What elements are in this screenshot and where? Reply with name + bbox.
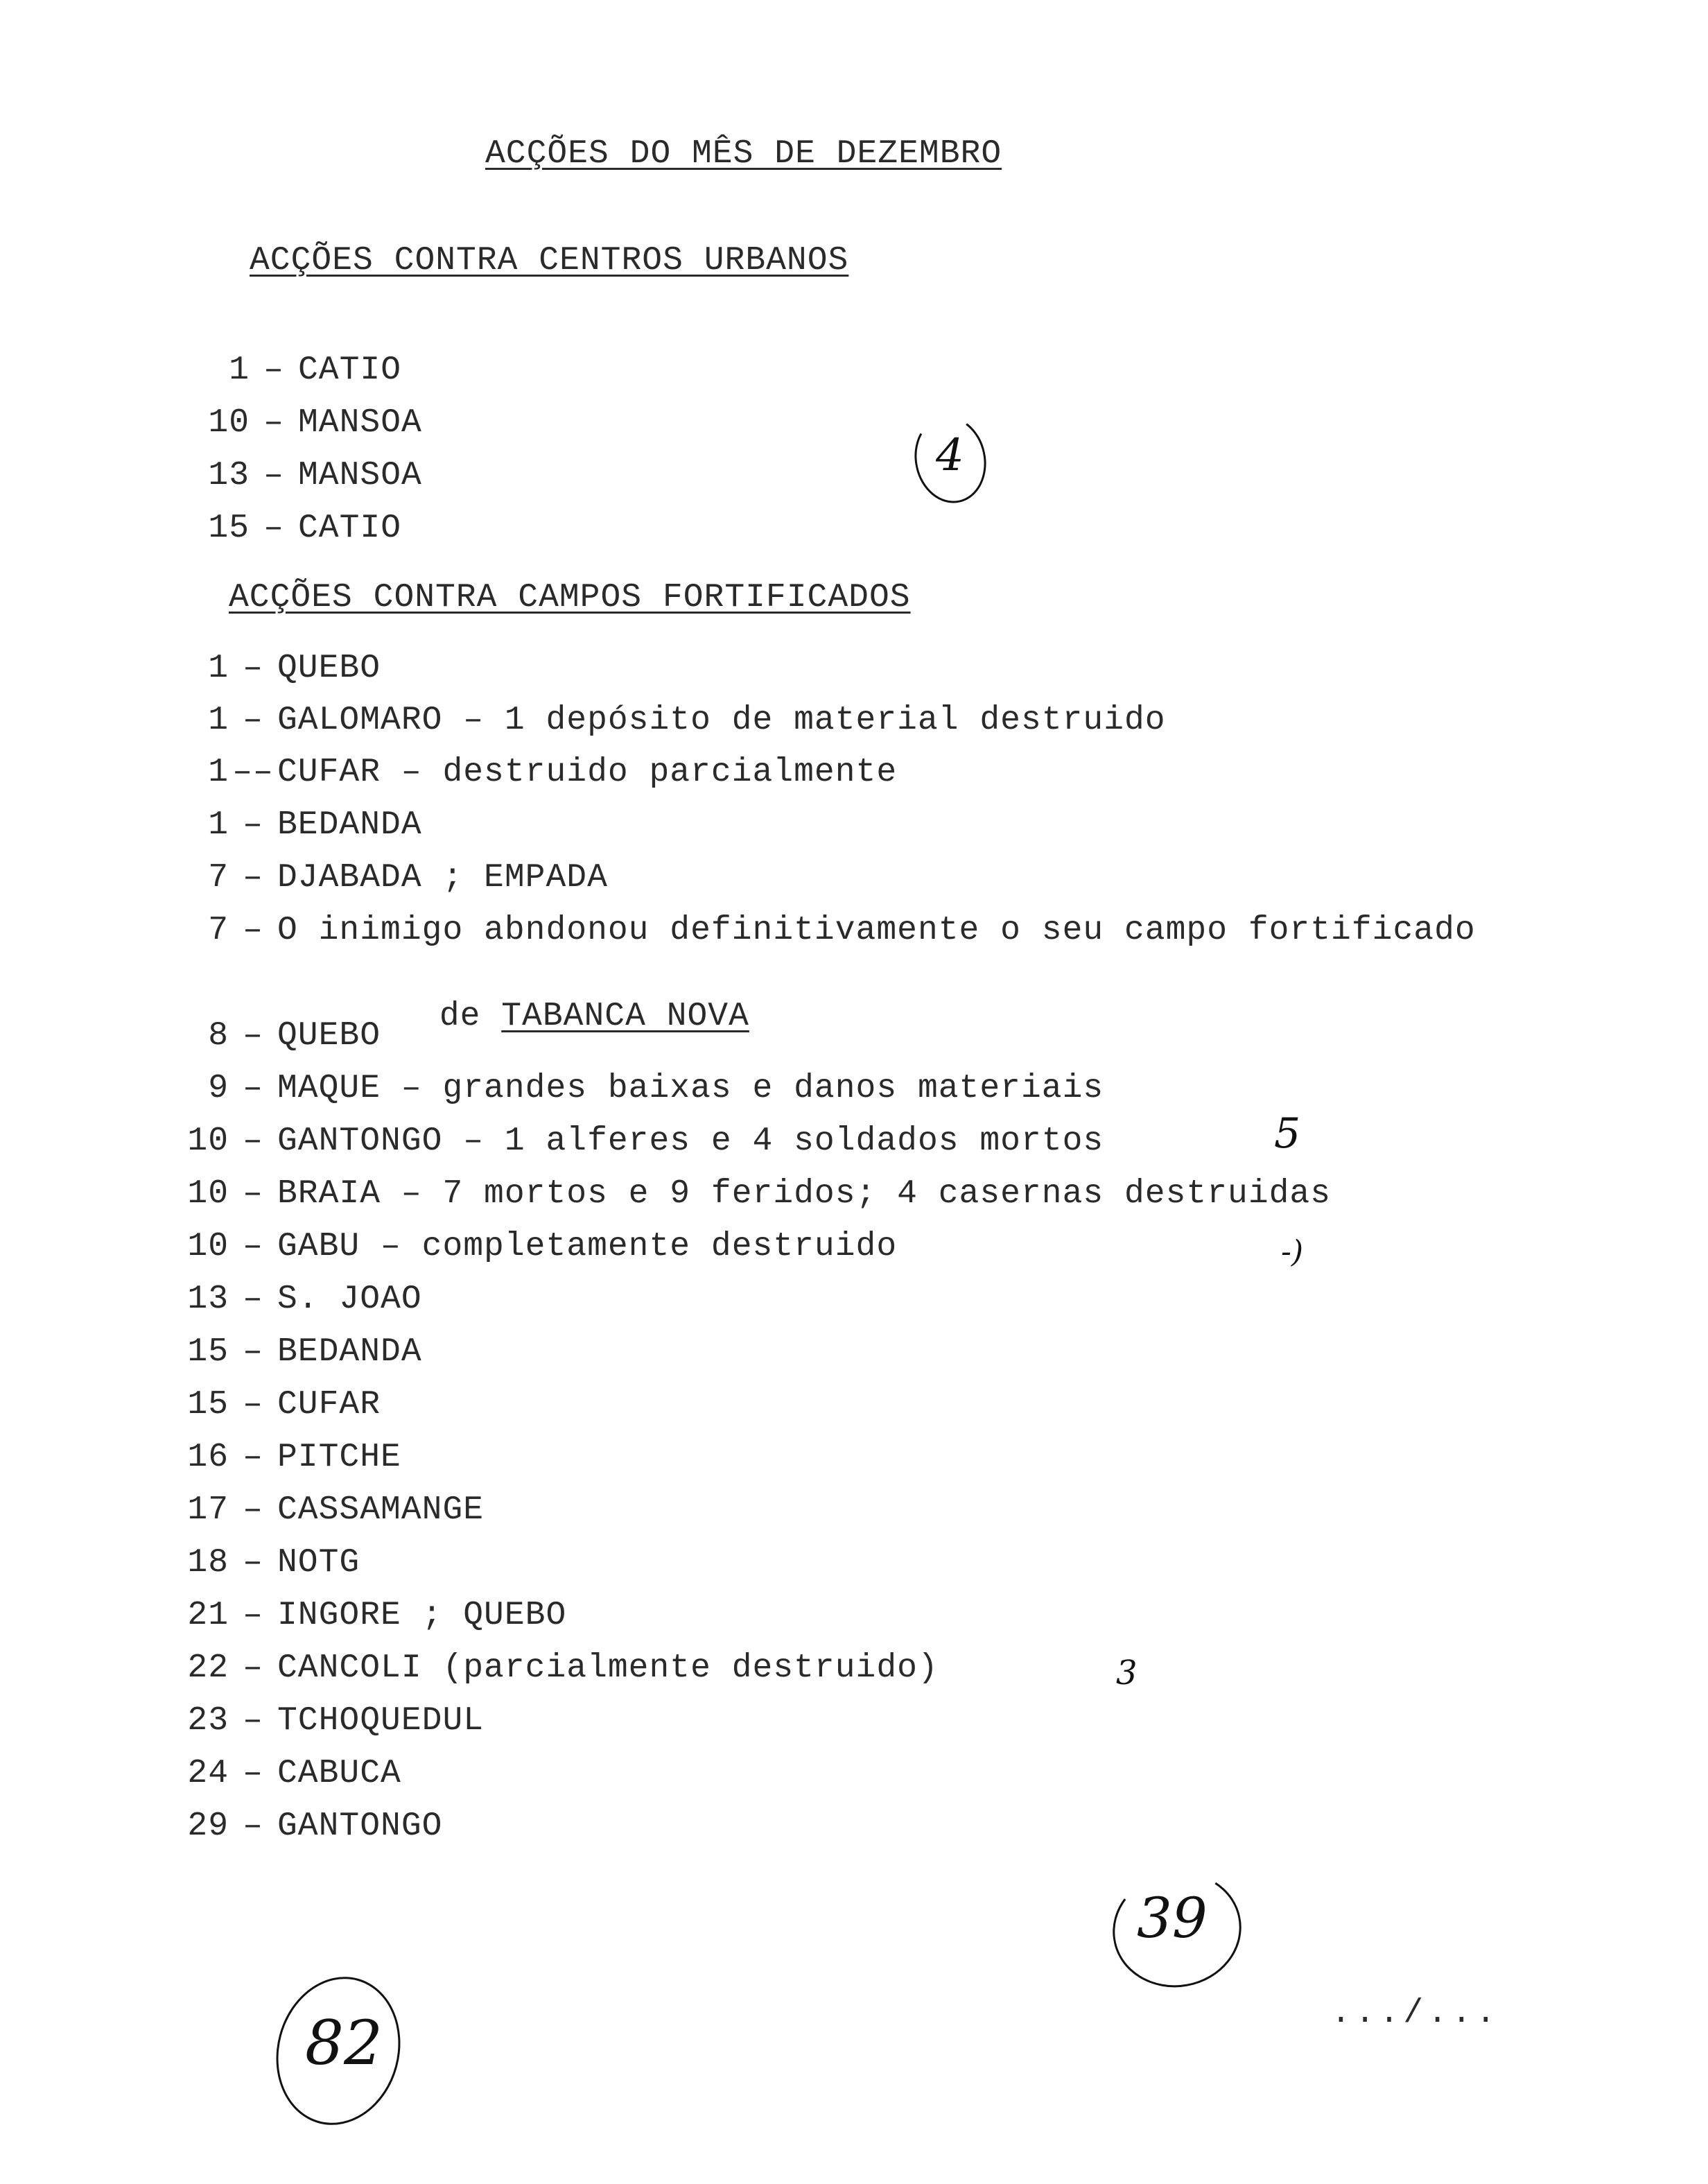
list-item <box>159 459 422 501</box>
item-dash: – <box>243 1017 263 1055</box>
item-dash: – <box>243 1281 263 1318</box>
item-day: 1 <box>208 806 229 844</box>
item-day: 1 <box>208 754 229 791</box>
list-item <box>139 1810 442 1851</box>
list-item <box>139 1177 1331 1219</box>
item-day: 8 <box>208 1017 229 1055</box>
list-item <box>139 1230 897 1272</box>
item-text: BRAIA – 7 mortos e 9 feridos; 4 casernas destruidas <box>277 1175 1332 1213</box>
item-text: GANTONGO – 1 alferes e 4 soldados mortos <box>277 1123 1104 1160</box>
continuation-marker: .../... <box>1331 1995 1500 2032</box>
item-text: O inimigo abndonou definitivamente o seu campo fortificado <box>277 912 1476 949</box>
item-text: CASSAMANGE <box>277 1491 485 1529</box>
item-day: 22 <box>187 1649 229 1687</box>
item-text: QUEBO <box>277 1017 381 1055</box>
item-text: MAQUE – grandes baixas e danos materiais <box>277 1070 1104 1107</box>
item-day: 18 <box>187 1544 229 1581</box>
item-day: 7 <box>208 912 229 949</box>
item-day: 1 <box>229 352 250 389</box>
list-item <box>159 354 401 395</box>
list-item <box>139 1019 381 1061</box>
list-item <box>139 914 1476 955</box>
margin-annotation-5: 5 <box>1274 1109 1301 1158</box>
item-dash: – <box>243 912 263 949</box>
item-day: 21 <box>187 1597 229 1634</box>
item-dash: – <box>243 1070 263 1107</box>
item-dash: – <box>243 1228 263 1265</box>
list-item <box>159 512 401 553</box>
list-item <box>139 1757 401 1799</box>
item-day: 13 <box>208 457 250 494</box>
item-day: 15 <box>208 510 250 547</box>
item-dash: – <box>243 1386 263 1423</box>
item-day: 15 <box>187 1333 229 1371</box>
annotation-39: 39 <box>1137 1886 1208 1950</box>
item-text: CATIO <box>298 352 402 389</box>
item-day: 10 <box>187 1123 229 1160</box>
list-item <box>139 756 897 797</box>
item-dash: – <box>243 1649 263 1687</box>
item-day: 10 <box>187 1228 229 1265</box>
item-text: BEDANDA <box>277 806 422 844</box>
continuation-prefix: de <box>439 998 502 1035</box>
list-item <box>139 1599 566 1640</box>
annotation-82: 82 <box>305 2007 383 2079</box>
item-text: CATIO <box>298 510 402 547</box>
margin-annotation-3: 3 <box>1116 1654 1138 1692</box>
page-title: ACÇÕES DO MÊS DE DEZEMBRO <box>485 135 1002 173</box>
item-day: 29 <box>187 1808 229 1845</box>
item-day: 17 <box>187 1491 229 1529</box>
item-dash: – <box>263 404 284 442</box>
item-dash: – <box>243 1544 263 1581</box>
item-dash: – <box>243 702 263 739</box>
margin-annotation-mark: -) <box>1281 1234 1304 1269</box>
item-text: CUFAR <box>277 1386 381 1423</box>
item-text: DJABADA ; EMPADA <box>277 859 608 896</box>
item-day: 10 <box>208 404 250 442</box>
item-day: 15 <box>187 1386 229 1423</box>
item-text: GANTONGO <box>277 1808 443 1845</box>
item-text: S. JOAO <box>277 1281 422 1318</box>
item-dash: – <box>243 1439 263 1476</box>
list-item <box>159 406 422 448</box>
item-text: CANCOLI (parcialmente destruido) <box>277 1649 939 1687</box>
item-text: PITCHE <box>277 1439 401 1476</box>
list-item <box>139 1283 422 1324</box>
item-dash: – <box>263 352 284 389</box>
list-item <box>139 1335 422 1377</box>
list-item <box>139 808 422 850</box>
item-day: 1 <box>208 702 229 739</box>
item-dash: – <box>263 457 284 494</box>
item-dash: – <box>243 859 263 896</box>
item-text: MANSOA <box>298 404 422 442</box>
item-dash: – <box>243 1808 263 1845</box>
item-text: CABUCA <box>277 1755 401 1792</box>
item-text: GALOMARO – 1 depósito de material destruido <box>277 702 1166 739</box>
item-dash: – <box>243 806 263 844</box>
item-text: INGORE ; QUEBO <box>277 1597 567 1634</box>
annotation-4: 4 <box>936 430 964 481</box>
section-heading-fortified: ACÇÕES CONTRA CAMPOS FORTIFICADOS <box>229 579 911 616</box>
item-day: 16 <box>187 1439 229 1476</box>
section-heading-urban: ACÇÕES CONTRA CENTROS URBANOS <box>250 242 849 279</box>
item-day: 7 <box>208 859 229 896</box>
item-text: TCHOQUEDUL <box>277 1702 485 1740</box>
item-dash: – <box>243 1333 263 1371</box>
item-dash: – <box>243 1123 263 1160</box>
list-item <box>139 1441 401 1482</box>
list-item <box>139 1493 484 1535</box>
item-dash: – <box>263 510 284 547</box>
item-day: 10 <box>187 1175 229 1213</box>
item-day: 23 <box>187 1702 229 1740</box>
item-text: BEDANDA <box>277 1333 422 1371</box>
list-item <box>139 1388 381 1430</box>
list-item <box>139 1704 484 1746</box>
item-dash: –– <box>232 754 274 791</box>
item-text: GABU – completamente destruido <box>277 1228 898 1265</box>
item-text: QUEBO <box>277 650 381 687</box>
place-name-underlined: TABANCA NOVA <box>501 998 749 1035</box>
list-item <box>139 652 381 693</box>
item-dash: – <box>243 650 263 687</box>
item-dash: – <box>243 1597 263 1634</box>
item-day: 13 <box>187 1281 229 1318</box>
list-item <box>139 861 608 903</box>
item-day: 1 <box>208 650 229 687</box>
item-dash: – <box>243 1175 263 1213</box>
item-text: MANSOA <box>298 457 422 494</box>
item-day: 9 <box>208 1070 229 1107</box>
item-dash: – <box>243 1755 263 1792</box>
item-text: NOTG <box>277 1544 360 1581</box>
list-item <box>139 1125 1104 1166</box>
list-item <box>139 1546 360 1588</box>
item-dash: – <box>243 1702 263 1740</box>
item-dash: – <box>243 1491 263 1529</box>
item-day: 24 <box>187 1755 229 1792</box>
list-item <box>139 1072 1104 1113</box>
list-item <box>139 704 1166 745</box>
list-item <box>139 1649 939 1693</box>
item-text: CUFAR – destruido parcialmente <box>277 754 898 791</box>
